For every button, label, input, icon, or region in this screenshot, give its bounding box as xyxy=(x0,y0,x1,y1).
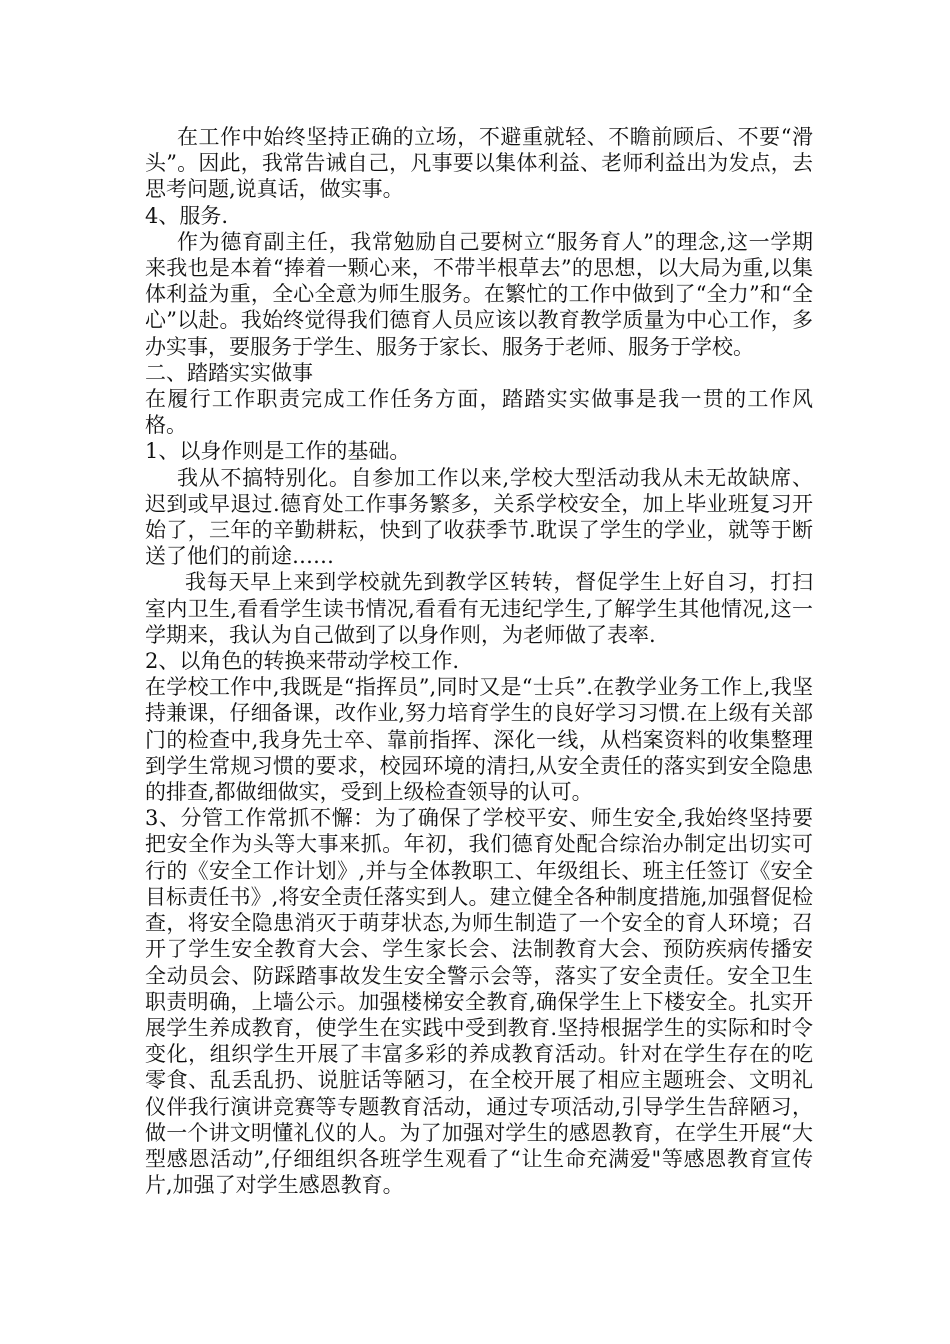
heading-role-switch: 2、以角色的转换来带动学校工作. xyxy=(145,649,460,674)
paragraph-service: 作为德育副主任，我常勉励自己要树立“服务育人”的理念,这一学期来我也是本着“捧着一颗心来，不带半根草去”的思想，以大局为重,以集体利益为重，全心全意为师生服务。在繁忙的工作中做到了“全力”和“全心”以赴。我始终觉得我们德育人员应该以教育教学质量为中心工作，多办实事，要服务于学生、服务于家长、服务于老师、服务于学校。 xyxy=(145,229,813,359)
heading-lead-by-example: 1、以身作则是工作的基础。 xyxy=(145,439,411,464)
paragraph-no-special-treatment: 我从不搞特别化。自参加工作以来,学校大型活动我从未无故缺席、迟到或早退过.德育处工作事务繁多，关系学校安全，加上毕业班复习开始了，三年的辛勤耕耘，快到了收获季节.耽误了学生的学业，就等于断送了他们的前途…… xyxy=(145,465,813,569)
paragraph-stance: 在工作中始终坚持正确的立场，不避重就轻、不瞻前顾后、不要“滑头”。因此，我常告诫自己，凡事要以集体利益、老师利益出为发点，去思考问题,说真话，做实事。 xyxy=(145,125,813,202)
paragraph-daily-routine: 我每天早上来到学校就先到教学区转转，督促学生上好自习，打扫室内卫生,看看学生读书情况,看看有无违纪学生,了解学生其他情况,这一学期来，我认为自己做到了以身作则，为老师做了表率. xyxy=(145,570,813,647)
heading-practical-work: 二、踏踏实实做事 xyxy=(145,360,313,385)
paragraph-safety-management: 3、分管工作常抓不懈：为了确保了学校平安、师生安全,我始终坚持要把安全作为头等大事来抓。年初，我们德育处配合综治办制定出切实可行的《安全工作计划》,并与全体教职工、年级组长、班主任签订《安全目标责任书》,将安全责任落实到人。建立健全各种制度措施,加强督促检查，将安全隐患消灭于萌芽状态,为师生制造了一个安全的育人环境；召开了学生安全教育大会、学生家长会、法制教育大会、预防疾病传播安全动员会、防踩踏事故发生安全警示会等，落实了安全责任。安全卫生职责明确，上墙公示。加强楼梯安全教育,确保学生上下楼安全。扎实开展学生养成教育，使学生在实践中受到教育.坚持根据学生的实际和时令变化，组织学生开展了丰富多彩的养成教育活动。针对在学生存在的吃零食、乱丢乱扔、说脏话等陋习，在全校开展了相应主题班会、文明礼仪伴我行演讲竞赛等专题教育活动，通过专项活动,引导学生告辞陋习，做一个讲文明懂礼仪的人。为了加强对学生的感恩教育，在学生开展“大型感恩活动”,仔细组织各班学生观看了“让生命充满爱"等感恩教育宣传片,加强了对学生感恩教育。 xyxy=(145,806,813,1198)
paragraph-commander-soldier: 在学校工作中,我既是“指挥员”,同时又是“士兵”.在教学业务工作上,我坚持兼课，仔细备课，改作业,努力培育学生的良好学习习惯.在上级有关部门的检查中,我身先士卒、靠前指挥、深化一线，从档案资料的收集整理到学生常规习惯的要求，校园环境的清扫,从安全责任的落实到安全隐患的排查,都做细做实，受到上级检查领导的认可。 xyxy=(145,675,813,805)
document-page xyxy=(145,124,813,1198)
paragraph-work-style: 在履行工作职责完成工作任务方面，踏踏实实做事是我一贯的工作风格。 xyxy=(145,387,813,438)
heading-service: 4、服务. xyxy=(145,203,229,228)
